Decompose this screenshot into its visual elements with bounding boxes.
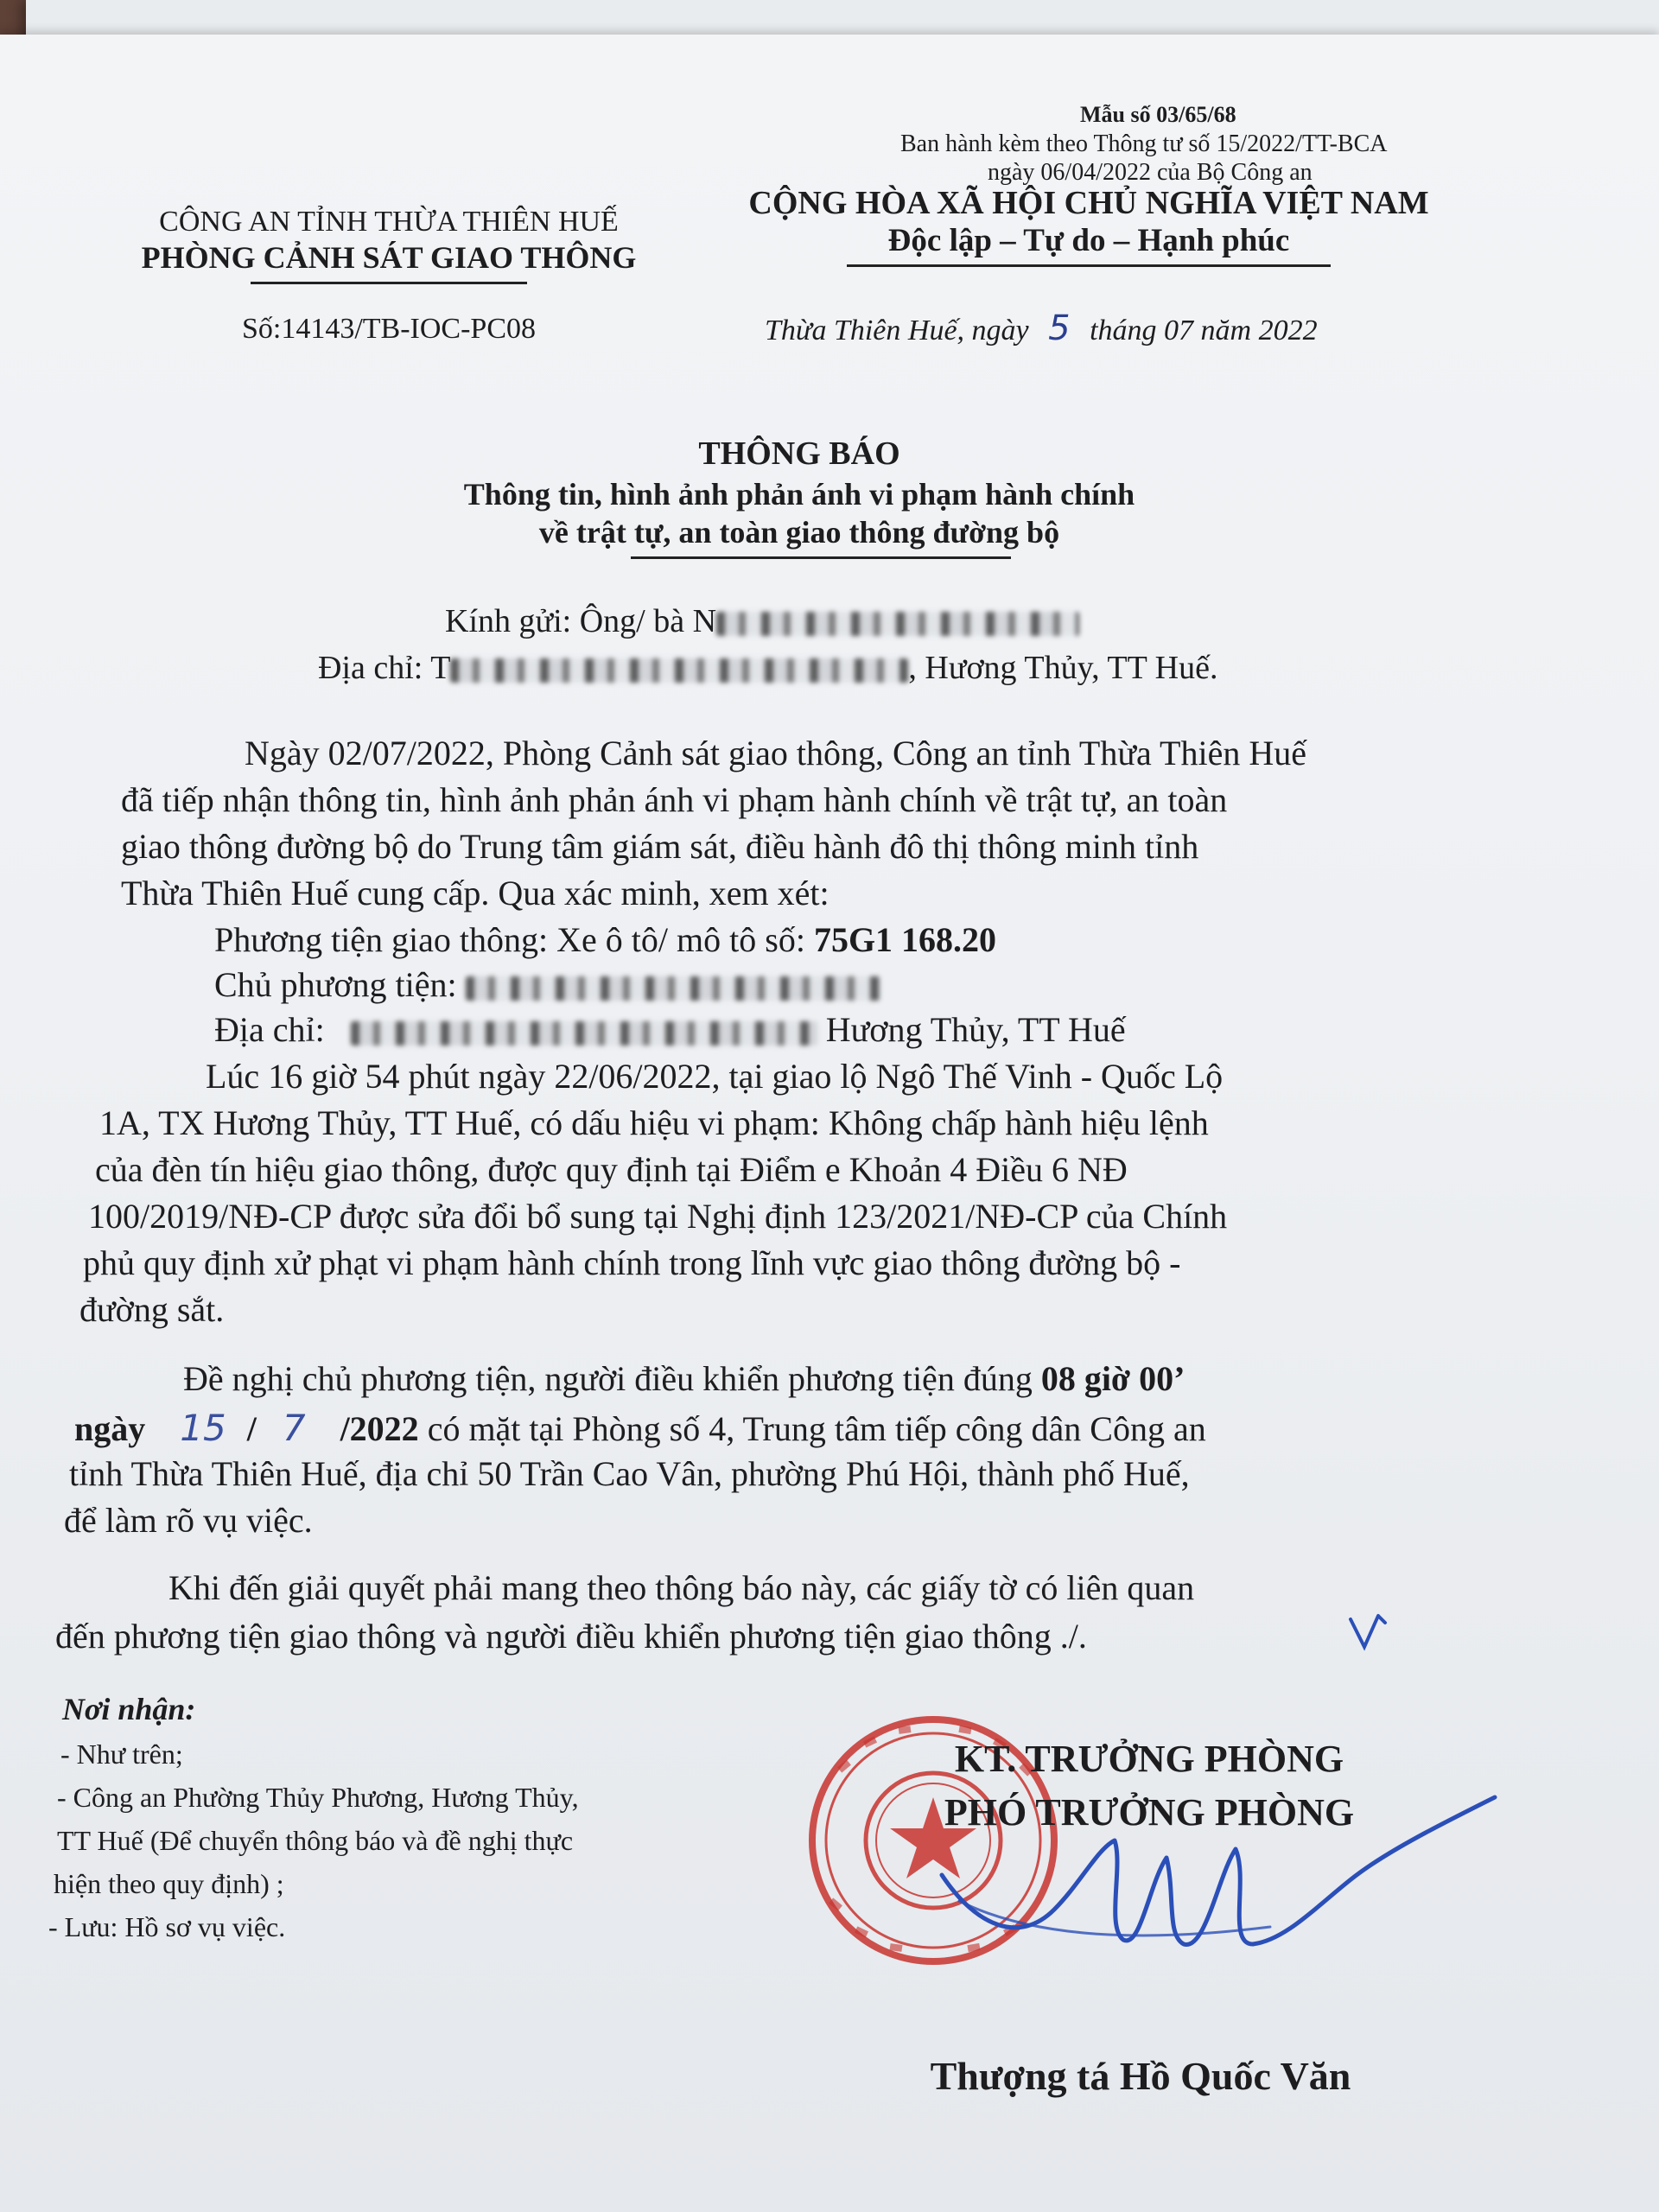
violation-line-4: 100/2019/NĐ-CP được sửa đổi bổ sung tại Nghị định 123/2021/NĐ-CP của Chính bbox=[88, 1197, 1228, 1236]
issue-date-suffix: tháng 07 năm 2022 bbox=[1090, 315, 1318, 346]
recipient-address-initial: T bbox=[430, 650, 451, 686]
agency-underline bbox=[251, 282, 527, 284]
violation-line-3: của đèn tín hiệu giao thông, được quy định tại Điểm e Khoản 4 Điều 6 NĐ bbox=[95, 1150, 1128, 1189]
recipients-item-5: - Lưu: Hồ sơ vụ việc. bbox=[48, 1911, 286, 1942]
request-line-1-text: Đề nghị chủ phương tiện, người điều khiển phương tiện đúng bbox=[183, 1359, 1033, 1398]
bring-line-1: Khi đến giải quyết phải mang theo thông báo này, các giấy tờ có liên quan bbox=[168, 1568, 1195, 1607]
vehicle-line bbox=[214, 920, 997, 959]
handwritten-signature bbox=[907, 1728, 1512, 1970]
owner-label: Chủ phương tiện: bbox=[214, 965, 457, 1004]
request-time: 08 giờ 00’ bbox=[1040, 1359, 1185, 1398]
form-issued-line2: ngày 06/04/2022 của Bộ Công an bbox=[988, 159, 1313, 186]
issue-date-day-handwritten: 5 bbox=[1048, 308, 1071, 348]
title-underline bbox=[631, 556, 1011, 559]
recipient-address bbox=[318, 652, 1217, 684]
violation-line-1: Lúc 16 giờ 54 phút ngày 22/06/2022, tại giao lộ Ngô Thế Vinh - Quốc Lộ bbox=[206, 1057, 1224, 1096]
doc-number: Số:14143/TB-IOC-PC08 bbox=[241, 313, 537, 345]
request-day-handwritten: 15 bbox=[180, 1407, 226, 1449]
request-line-3: tỉnh Thừa Thiên Huế, địa chỉ 50 Trần Cao Vân, phường Phú Hội, thành phố Huế, bbox=[69, 1454, 1190, 1493]
owner-address-line bbox=[214, 1010, 1126, 1049]
violation-line-5: phủ quy định xử phạt vi phạm hành chính trong lĩnh vực giao thông đường bộ - bbox=[83, 1243, 1181, 1282]
request-year: /2022 bbox=[340, 1409, 419, 1448]
request-ngay: ngày bbox=[74, 1409, 146, 1448]
recipient-greeting-label: Kính gửi: Ông/ bà bbox=[445, 603, 685, 639]
agency-name: CÔNG AN TỈNH THỪA THIÊN HUẾ bbox=[159, 206, 619, 238]
recipient-address-label: Địa chỉ: bbox=[318, 650, 423, 686]
recipient-address-redacted bbox=[450, 658, 908, 683]
request-line-1 bbox=[183, 1359, 1185, 1398]
recipients-heading: Nơi nhận: bbox=[62, 1692, 196, 1726]
doc-subtitle-2: về trật tự, an toàn giao thông đường bộ bbox=[538, 515, 1060, 550]
recipient-name-redacted bbox=[716, 612, 1079, 636]
request-line-2 bbox=[74, 1407, 1206, 1449]
bring-line-2: đến phương tiện giao thông và người điều khiển phương tiện giao thông ./. bbox=[55, 1617, 1087, 1656]
p1-line-4: Thừa Thiên Huế cung cấp. Qua xác minh, xem xét: bbox=[121, 874, 830, 912]
owner-name-redacted bbox=[466, 976, 880, 1001]
document-page bbox=[0, 35, 1659, 2212]
request-line-4: để làm rõ vụ việc. bbox=[64, 1501, 313, 1540]
p1-line-3: giao thông đường bộ do Trung tâm giám sát, điều hành đô thị thông minh tỉnh bbox=[121, 827, 1199, 866]
doc-subtitle-1: Thông tin, hình ảnh phản ánh vi phạm hành chính bbox=[463, 477, 1135, 512]
form-code: Mẫu số 03/65/68 bbox=[1080, 102, 1236, 127]
vehicle-plate: 75G1 168.20 bbox=[813, 920, 997, 959]
request-line-2-tail: có mặt tại Phòng số 4, Trung tâm tiếp công dân Công an bbox=[427, 1409, 1206, 1448]
recipients-item-3: TT Huế (Để chuyển thông báo và đề nghị thực bbox=[57, 1825, 574, 1856]
motto-underline bbox=[847, 264, 1331, 267]
handwritten-tick bbox=[1344, 1607, 1395, 1659]
p1-line-1: Ngày 02/07/2022, Phòng Cảnh sát giao thông, Công an tỉnh Thừa Thiên Huế bbox=[245, 734, 1306, 772]
violation-line-2: 1A, TX Hương Thủy, TT Huế, có dấu hiệu vi phạm: Không chấp hành hiệu lệnh bbox=[99, 1103, 1209, 1142]
owner-address-redacted bbox=[351, 1021, 817, 1046]
violation-line-6: đường sắt. bbox=[79, 1290, 225, 1329]
recipient-greeting bbox=[445, 605, 1079, 638]
signer-name: Thượng tá Hồ Quốc Văn bbox=[930, 2054, 1351, 2098]
recipients-item-4: hiện theo quy định) ; bbox=[54, 1868, 284, 1899]
signature-line-2: PHÓ TRƯỞNG PHÒNG bbox=[944, 1791, 1355, 1834]
request-month-handwritten: 7 bbox=[282, 1407, 306, 1449]
doc-title: THÔNG BÁO bbox=[698, 435, 900, 472]
p1-line-2: đã tiếp nhận thông tin, hình ảnh phản ánh vi phạm hành chính về trật tự, an toàn bbox=[121, 780, 1228, 819]
recipient-address-tail: , Hương Thủy, TT Huế. bbox=[908, 650, 1218, 686]
agency-department: PHÒNG CẢNH SÁT GIAO THÔNG bbox=[141, 240, 637, 275]
recipient-initial: N bbox=[692, 603, 717, 639]
owner-line bbox=[214, 965, 880, 1004]
recipients-item-1: - Như trên; bbox=[60, 1738, 183, 1770]
issue-date-prefix: Thừa Thiên Huế, ngày bbox=[765, 315, 1029, 346]
form-issued-line1: Ban hành kèm theo Thông tư số 15/2022/TT-BCA bbox=[900, 130, 1388, 157]
issue-date bbox=[765, 308, 1318, 348]
date-slash: / bbox=[246, 1409, 257, 1448]
nation-name: CỘNG HÒA XÃ HỘI CHỦ NGHĨA VIỆT NAM bbox=[748, 185, 1429, 221]
vehicle-label: Phương tiện giao thông: Xe ô tô/ mô tô số: bbox=[214, 920, 805, 959]
owner-address-tail: Hương Thủy, TT Huế bbox=[825, 1010, 1126, 1049]
nation-motto: Độc lập – Tự do – Hạnh phúc bbox=[887, 223, 1290, 258]
signature-line-1: KT. TRƯỞNG PHÒNG bbox=[954, 1738, 1344, 1780]
owner-address-label: Địa chỉ: bbox=[214, 1010, 325, 1049]
recipients-item-2: - Công an Phường Thủy Phương, Hương Thủy, bbox=[57, 1782, 579, 1813]
